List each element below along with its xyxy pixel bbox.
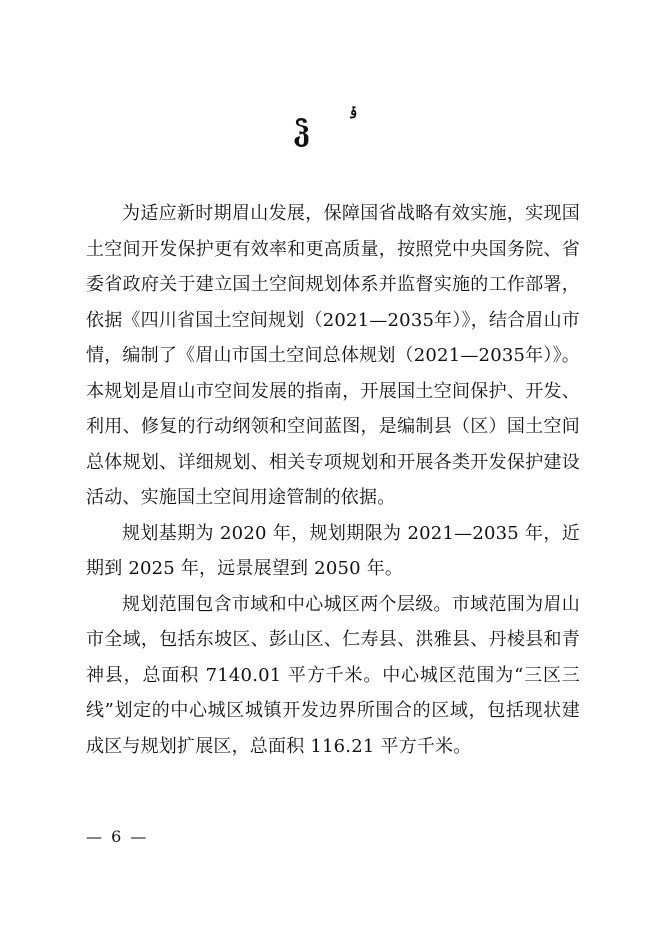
heading-mark: ݹ [349, 103, 358, 119]
body-text [86, 196, 580, 764]
section-heading [0, 104, 662, 154]
paragraph-planning-period: 规划基期为 2020 年，规划期限为 2021—2035 年，近期到 2025 年，远景展望到 2050 年。 [86, 522, 580, 579]
heading-glyph: ჴ [293, 117, 310, 148]
paragraph-preface: 为适应新时期眉山发展，保障国省战略有效实施，实现国土空间开发保护更有效率和更高质量，按照党中央国务院、省委省政府关于建立国土空间规划体系并监督实施的工作部署，依据《四川省国土空间规划（2021—2035年）》，结合眉山市情，编制了《眉山市国土空间总体规划（2021—2035年）》。本规划是眉山市空间发展的指南，开展国土空间保护、开发、利用、修复的行动纲领和空间蓝图，是编制县（区）国土空间总体规划、详细规划、相关专项规划和开展各类开发保护建设活动、实施国土空间用途管制的依据。 [86, 203, 580, 508]
page-number: — 6 — [86, 827, 149, 846]
paragraph-planning-scope: 规划范围包含市域和中心城区两个层级。市域范围为眉山市全域，包括东坡区、彭山区、仁寿县、洪雅县、丹棱县和青神县，总面积 7140.01 平方千米。中心城区范围为“三区三线”划定的中心城区城镇开发边界所围合的区域，包括现状建成区与规划扩展区，总面积 116.21 平方千米。 [86, 593, 580, 757]
